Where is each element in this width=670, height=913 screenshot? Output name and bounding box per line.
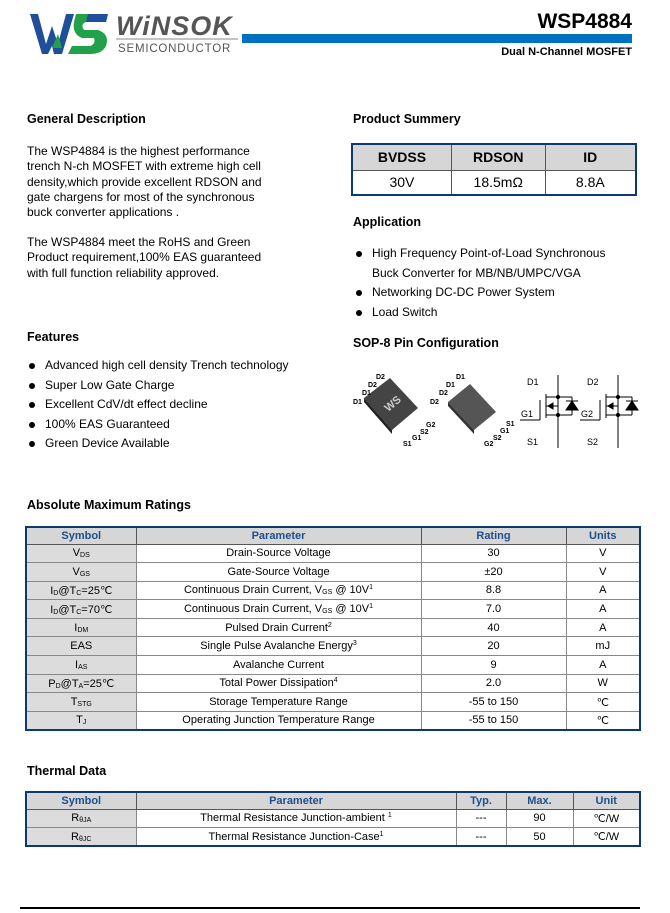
- table-row: [26, 563, 640, 582]
- text-part: I: [74, 621, 78, 634]
- col-unit: Unit: [573, 792, 640, 809]
- units-cell: V: [566, 544, 640, 563]
- text-part: D: [53, 589, 59, 597]
- col-typ: Typ.: [456, 792, 506, 809]
- text-part: 1: [369, 603, 374, 611]
- text-part: P: [48, 677, 56, 690]
- text-part: C: [76, 589, 82, 597]
- text-part: Gate-Source Voltage: [227, 565, 330, 578]
- general-description-heading: General Description: [27, 112, 146, 126]
- text-part: 1: [387, 812, 392, 820]
- rating-cell: 40: [421, 618, 566, 637]
- text-part: T: [76, 714, 83, 727]
- package-bottom-view: [430, 374, 515, 448]
- rating-cell: 9: [421, 656, 566, 675]
- units-cell: ℃: [566, 693, 640, 712]
- list-item: Super Low Gate Charge: [27, 376, 289, 396]
- text-part: I: [50, 603, 54, 616]
- svg-text:D2: D2: [368, 382, 377, 389]
- rating-cell: 8.8: [421, 581, 566, 600]
- table-row: [26, 674, 640, 693]
- text-part: @T: [60, 677, 79, 690]
- company-logo: [28, 10, 240, 56]
- text-part: I: [50, 584, 54, 597]
- text-part: Thermal Resistance Junction-ambient: [200, 812, 388, 825]
- abs-max-table: [25, 526, 641, 731]
- svg-text:D1: D1: [456, 374, 465, 381]
- abs-max-heading: Absolute Maximum Ratings: [27, 498, 191, 512]
- thermal-heading: Thermal Data: [27, 764, 107, 778]
- svg-text:G2: G2: [581, 409, 594, 419]
- parameter-cell: [136, 828, 456, 847]
- table-row: [26, 828, 640, 847]
- text-part: Pulsed Drain Current: [225, 621, 328, 634]
- ps-header-bvdss: BVDSS: [352, 144, 451, 170]
- svg-text:G2: G2: [484, 441, 494, 448]
- text-part: =25℃: [81, 584, 113, 597]
- svg-text:D1: D1: [527, 377, 539, 387]
- logo-brand: WiNSOK: [116, 11, 233, 41]
- parameter-cell: [136, 693, 421, 712]
- thermal-table: [25, 791, 641, 847]
- svg-text:G1: G1: [500, 428, 510, 435]
- svg-text:D1: D1: [446, 382, 455, 389]
- parameter-cell: [136, 544, 421, 563]
- bullet-icon: [29, 441, 35, 447]
- list-item: Excellent CdV/dt effect decline: [27, 395, 289, 415]
- bullet-icon: [356, 290, 362, 296]
- bullet-icon: [356, 310, 362, 316]
- rating-cell: 7.0: [421, 600, 566, 619]
- text-part: V: [72, 565, 80, 578]
- header-accent-bar: [242, 34, 632, 43]
- units-cell: A: [566, 581, 640, 600]
- text-part: @T: [58, 603, 77, 616]
- symbol-cell: [26, 563, 136, 582]
- text-part: 1: [379, 830, 384, 838]
- svg-text:WS: WS: [382, 393, 404, 415]
- text-part: Drain-Source Voltage: [226, 547, 331, 560]
- text-part: θJA: [79, 817, 92, 825]
- logo-sub: SEMICONDUCTOR: [118, 43, 232, 55]
- text-part: GS: [322, 608, 333, 616]
- text-part: EAS: [70, 640, 93, 653]
- text-part: Operating Junction Temperature Range: [182, 714, 375, 727]
- bullet-icon: [356, 251, 362, 257]
- svg-text:S1: S1: [527, 437, 539, 447]
- rating-cell: 2.0: [421, 674, 566, 693]
- symbol-cell: [26, 828, 136, 847]
- ps-value-bvdss: 30V: [352, 170, 451, 195]
- units-cell: mJ: [566, 637, 640, 656]
- symbol-cell: [26, 711, 136, 730]
- rating-cell: -55 to 150: [421, 711, 566, 730]
- text-part: 1: [369, 584, 374, 592]
- col-parameter: Parameter: [136, 792, 456, 809]
- package-top-view: [353, 374, 435, 448]
- svg-text:S2: S2: [493, 435, 502, 442]
- text-part: Thermal Resistance Junction-Case: [208, 830, 380, 843]
- text-part: @ 10V: [332, 603, 370, 616]
- units-cell: A: [566, 600, 640, 619]
- product-summary-table: [351, 143, 637, 196]
- table-row: [26, 693, 640, 712]
- col-symbol: Symbol: [26, 527, 136, 544]
- svg-text:G1: G1: [412, 435, 422, 442]
- svg-text:G1: G1: [521, 409, 534, 419]
- text-part: @ 10V: [332, 584, 370, 597]
- text-part: Single Pulse Avalanche Energy: [200, 640, 353, 653]
- text-part: J: [82, 719, 87, 727]
- units-cell: W: [566, 674, 640, 693]
- list-item: Green Device Available: [27, 434, 289, 454]
- text-part: R: [71, 812, 80, 825]
- text-part: @T: [58, 584, 77, 597]
- description-paragraph-2: The WSP4884 meet the RoHS and Green Product requirement,100% EAS guaranteed with full function reliability approved.: [27, 235, 262, 280]
- symbol-cell: [26, 637, 136, 656]
- typ-cell: ---: [456, 828, 506, 847]
- symbol-cell: [26, 656, 136, 675]
- list-item: 100% EAS Guaranteed: [27, 415, 289, 435]
- table-row: [26, 711, 640, 730]
- rating-cell: 20: [421, 637, 566, 656]
- bullet-icon: [29, 402, 35, 408]
- part-subtitle: Dual N-Channel MOSFET: [501, 46, 632, 58]
- application-heading: Application: [353, 215, 422, 229]
- ps-value-id: 8.8A: [545, 170, 636, 195]
- parameter-cell: [136, 563, 421, 582]
- bullet-icon: [29, 363, 35, 369]
- text-part: AS: [78, 663, 88, 671]
- parameter-cell: [136, 637, 421, 656]
- pin-config-heading: SOP-8 Pin Configuration: [353, 336, 499, 350]
- parameter-cell: [136, 581, 421, 600]
- col-symbol: Symbol: [26, 792, 136, 809]
- units-cell: V: [566, 563, 640, 582]
- col-max: Max.: [506, 792, 573, 809]
- svg-text:G2: G2: [426, 422, 436, 429]
- ps-header-id: ID: [545, 144, 636, 170]
- parameter-cell: [136, 674, 421, 693]
- svg-text:D2: D2: [430, 399, 439, 406]
- text-part: D: [53, 608, 59, 616]
- col-units: Units: [566, 527, 640, 544]
- list-item: High Frequency Point-of-Load Synchronous: [354, 244, 605, 264]
- table-row: [26, 656, 640, 675]
- text-part: DM: [77, 626, 89, 634]
- units-cell: A: [566, 656, 640, 675]
- text-part: R: [71, 830, 79, 843]
- text-part: C: [76, 608, 82, 616]
- unit-cell: ℃/W: [573, 828, 640, 847]
- rating-cell: 30: [421, 544, 566, 563]
- parameter-cell: [136, 711, 421, 730]
- text-part: θJC: [79, 835, 92, 843]
- text-part: =70℃: [81, 603, 113, 616]
- bullet-icon: [29, 383, 35, 389]
- svg-text:D1: D1: [353, 399, 362, 406]
- symbol-cell: [26, 600, 136, 619]
- svg-text:D2: D2: [587, 377, 599, 387]
- table-row: [26, 618, 640, 637]
- text-part: A: [78, 682, 84, 690]
- unit-cell: ℃/W: [573, 809, 640, 828]
- text-part: Storage Temperature Range: [209, 696, 348, 709]
- text-part: Continuous Drain Current, V: [183, 584, 323, 597]
- units-cell: ℃: [566, 711, 640, 730]
- description-paragraph-1: The WSP4884 is the highest performance trench N-ch MOSFET with extreme high cell density,which provide excellent RDSON and gate chargens for most of the synchronous buck converter applications .: [27, 144, 262, 220]
- application-list: [354, 244, 605, 322]
- col-parameter: Parameter: [136, 527, 421, 544]
- parameter-cell: [136, 600, 421, 619]
- bullet-icon: [29, 422, 35, 428]
- symbol-cell: [26, 809, 136, 828]
- symbol-cell: [26, 544, 136, 563]
- text-part: Avalanche Current: [233, 658, 324, 671]
- svg-text:D2: D2: [376, 374, 385, 381]
- max-cell: 50: [506, 828, 573, 847]
- text-part: 4: [333, 677, 338, 685]
- text-part: 3: [352, 640, 357, 648]
- rating-cell: -55 to 150: [421, 693, 566, 712]
- ps-value-rdson: 18.5mΩ: [451, 170, 545, 195]
- text-part: V: [72, 547, 81, 560]
- text-part: I: [75, 658, 79, 671]
- parameter-cell: [136, 809, 456, 828]
- parameter-cell: [136, 656, 421, 675]
- col-rating: Rating: [421, 527, 566, 544]
- product-summary-heading: Product Summery: [353, 112, 461, 126]
- sop8-pin-diagram: [350, 370, 640, 450]
- list-item: Buck Converter for MB/NB/UMPC/VGA: [372, 265, 581, 280]
- list-item: Networking DC-DC Power System: [354, 283, 605, 303]
- table-row: [26, 809, 640, 828]
- symbol-cell: [26, 581, 136, 600]
- rating-cell: ±20: [421, 563, 566, 582]
- text-part: 2: [327, 621, 332, 629]
- symbol-cell: [26, 693, 136, 712]
- text-part: STG: [77, 701, 92, 709]
- part-number-title: WSP4884: [537, 10, 632, 33]
- symbol-cell: [26, 618, 136, 637]
- svg-text:S1: S1: [506, 421, 515, 428]
- svg-text:D2: D2: [439, 390, 448, 397]
- table-row: [26, 637, 640, 656]
- typ-cell: ---: [456, 809, 506, 828]
- list-item: Load Switch: [354, 303, 605, 323]
- text-part: =25℃: [83, 677, 115, 690]
- ps-header-rdson: RDSON: [451, 144, 545, 170]
- svg-text:D1: D1: [362, 390, 371, 397]
- text-part: D: [55, 682, 61, 690]
- svg-text:S2: S2: [420, 429, 429, 436]
- table-row: [26, 600, 640, 619]
- table-row: [26, 544, 640, 563]
- text-part: DS: [80, 552, 90, 560]
- text-part: GS: [79, 570, 90, 578]
- features-heading: Features: [27, 330, 80, 344]
- units-cell: A: [566, 618, 640, 637]
- table-row: [26, 581, 640, 600]
- parameter-cell: [136, 618, 421, 637]
- text-part: Continuous Drain Current, V: [183, 603, 323, 616]
- svg-text:S1: S1: [403, 441, 412, 448]
- text-part: Total Power Dissipation: [219, 677, 334, 690]
- footer-rule: [20, 907, 640, 909]
- text-part: T: [70, 696, 78, 709]
- symbol-cell: [26, 674, 136, 693]
- list-item: Advanced high cell density Trench technology: [27, 356, 289, 376]
- features-list: [27, 356, 289, 454]
- text-part: GS: [322, 589, 333, 597]
- svg-text:S2: S2: [587, 437, 599, 447]
- max-cell: 90: [506, 809, 573, 828]
